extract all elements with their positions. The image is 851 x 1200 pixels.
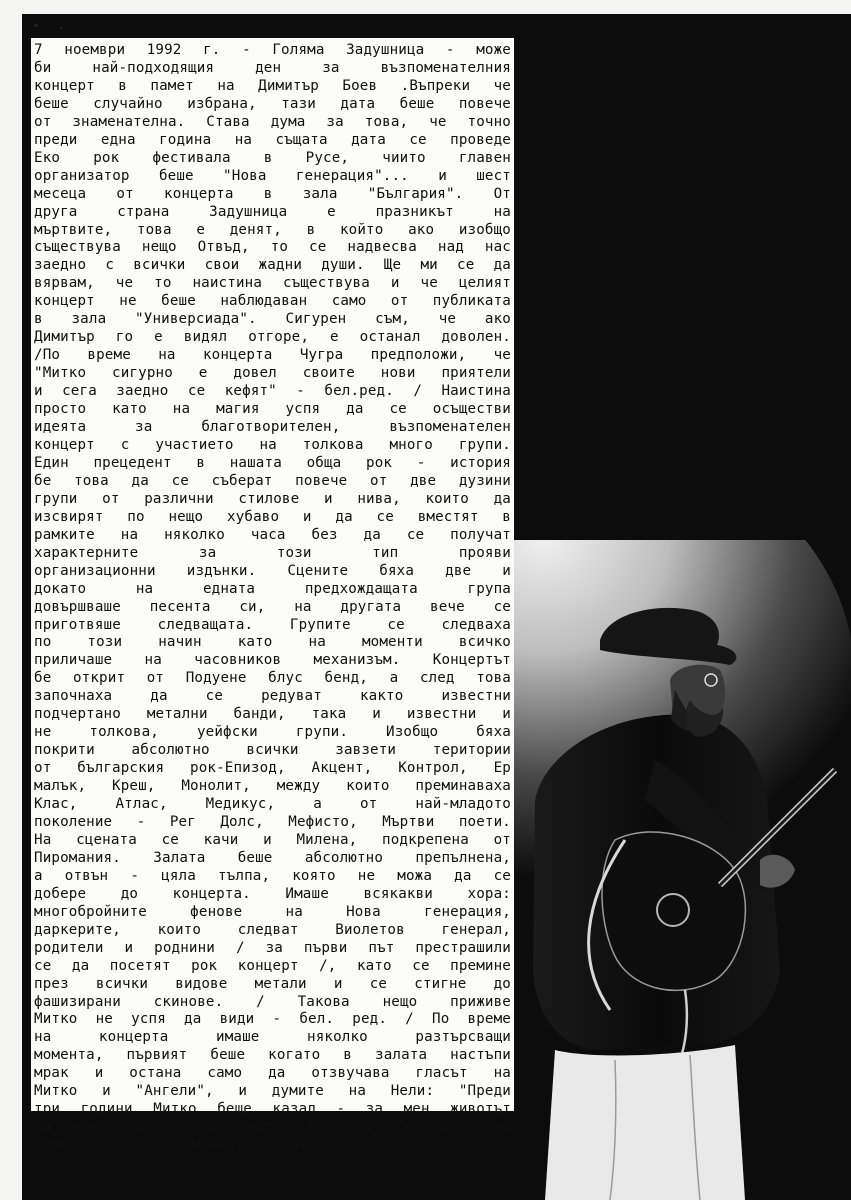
- article-line: а отвън - цяла тълпа, която не можа да се: [34, 867, 511, 884]
- article-line: организационни издънки. Сцените бяха две и: [34, 562, 511, 579]
- article-line: бе открит от Подуене блус бенд, а след това: [34, 670, 511, 687]
- article-line: докато на едната предхождащата група: [34, 580, 511, 597]
- article-line: друга страна Задушница е празникът на: [34, 203, 511, 220]
- article-line: концерт в памет на Димитър Боев .Въпреки че: [34, 77, 511, 94]
- article-line: рамките на няколко часа без да се получат: [34, 526, 511, 543]
- article-line: изсвирят по нещо хубаво и да се вместят в: [34, 508, 511, 525]
- article-line: организатор беше "Нова генерация"... и шест: [34, 167, 511, 184]
- article-line: Един прецедент в нашата обща рок - история: [34, 454, 511, 471]
- article-line: мъртвите, това е денят, в който ако изобщо: [34, 221, 511, 238]
- article-line: ми няма особена стойност, бих го дал за една: [34, 1119, 511, 1136]
- article-line: по този начин като на моменти всичко: [34, 634, 511, 651]
- article-line: от българския рок-Епизод, Акцент, Контрол, Ер: [34, 760, 511, 777]
- article-line: приличаше на часовников механизъм. Концертът: [34, 652, 511, 669]
- article-line: през всички видове метали и се стигне до: [34, 975, 511, 992]
- article-line: би най-подходящия ден за възпоменателния: [34, 59, 511, 76]
- article-line: просто като на магия успя да се осъществи: [34, 401, 511, 418]
- article-line: характерните за този тип прояви: [34, 544, 511, 561]
- article-line: подчертано метални банди, така и известни и: [34, 706, 511, 723]
- scan-speck: [34, 24, 38, 27]
- article-line: идеята за благотворителен, възпоменателен: [34, 419, 511, 436]
- article-line: и сега заедно се кефят" - бел.ред. / Наистина: [34, 383, 511, 400]
- article-line: групи от различни стилове и нива, които да: [34, 490, 511, 507]
- article-line: на концерта имаше няколко разтърсващи: [34, 1029, 511, 1046]
- article-text-column: [31, 38, 514, 1154]
- article-line: Димитър го е видял отгоре, е останал доволен.: [34, 329, 511, 346]
- article-line: "Митко сигурно е довел своите нови приятели: [34, 365, 511, 382]
- article-line: довършваше песента си, на другата вече се: [34, 598, 511, 615]
- article-text: [34, 42, 511, 1155]
- article-line: приготвяше следващата. Групите се следваха: [34, 616, 511, 633]
- article-line: /По време на концерта Чугра предположи, че: [34, 347, 511, 364]
- article-line: от знаменателна. Става дума за това, че точно: [34, 113, 511, 130]
- article-line: добере до концерта. Имаше всякакви хора:: [34, 885, 511, 902]
- article-line: фашизирани скинове. / Такова нещо приживе: [34, 993, 511, 1010]
- article-line: се да посетят рок концерт /, като се премине: [34, 957, 511, 974]
- article-line: Митко не успя да види - бел. ред. / По време: [34, 1011, 511, 1028]
- article-line: идея." В този момент залата приличаше на: [34, 1137, 454, 1154]
- article-line: даркерите, които следват Виолетов генерал,: [34, 921, 511, 938]
- article-line: 7 ноември 1992 г. - Голяма Задушница - може: [34, 42, 511, 58]
- article-line: поколение - Рег Долс, Мефисто, Мъртви поети.: [34, 813, 511, 830]
- guitarist-photo: [505, 540, 851, 1200]
- article-line: концерт не беше наблюдаван само от публиката: [34, 293, 511, 310]
- article-line: бе това да се съберат повече от две дузини: [34, 472, 511, 489]
- article-line: беше случайно избрана, тази дата беше повече: [34, 95, 511, 112]
- article-line: три години Митко беше казал - за мен животът: [34, 1101, 511, 1118]
- article-line: започнаха да се редуват както известни: [34, 688, 511, 705]
- article-line: Клас, Атлас, Медикус, а от най-младото: [34, 796, 511, 813]
- article-line: покрити абсолютно всички завзети територии: [34, 742, 511, 759]
- article-line: преди една година на същата дата се проведе: [34, 131, 511, 148]
- article-line: съществува нещо Отвъд, то се надвесва над нас: [34, 239, 511, 256]
- article-line: концерт с участието на толкова много групи.: [34, 436, 511, 453]
- article-line: Пиромания. Залата беше абсолютно препълнена,: [34, 849, 511, 866]
- article-line: момента, първият беше когато в залата настъпи: [34, 1047, 511, 1064]
- article-line: Еко рок фестивала в Русе, чиито главен: [34, 149, 511, 166]
- article-line: в зала "Универсиада". Сигурен съм, че ако: [34, 311, 511, 328]
- article-line: месеца от концерта в зала "България". От: [34, 185, 511, 202]
- article-line: не толкова, уейфски групи. Изобщо бяха: [34, 724, 511, 741]
- article-line: родители и роднини / за първи път престрашили: [34, 939, 511, 956]
- article-line: многобройните фенове на Нова генерация,: [34, 903, 511, 920]
- article-line: Митко и "Ангели", и думите на Нели: "Преди: [34, 1083, 511, 1100]
- scan-speck: [60, 27, 63, 29]
- article-line: мрак и остана само да отзвучава гласът на: [34, 1065, 511, 1082]
- article-line: малък, Креш, Монолит, между които преминаваха: [34, 778, 511, 795]
- article-line: вярвам, че то наистина съществува и че целият: [34, 275, 511, 292]
- article-line: На сцената се качи и Милена, подкрепена от: [34, 831, 511, 848]
- article-line: заедно с всички свои жадни души. Ще ми се да: [34, 257, 511, 274]
